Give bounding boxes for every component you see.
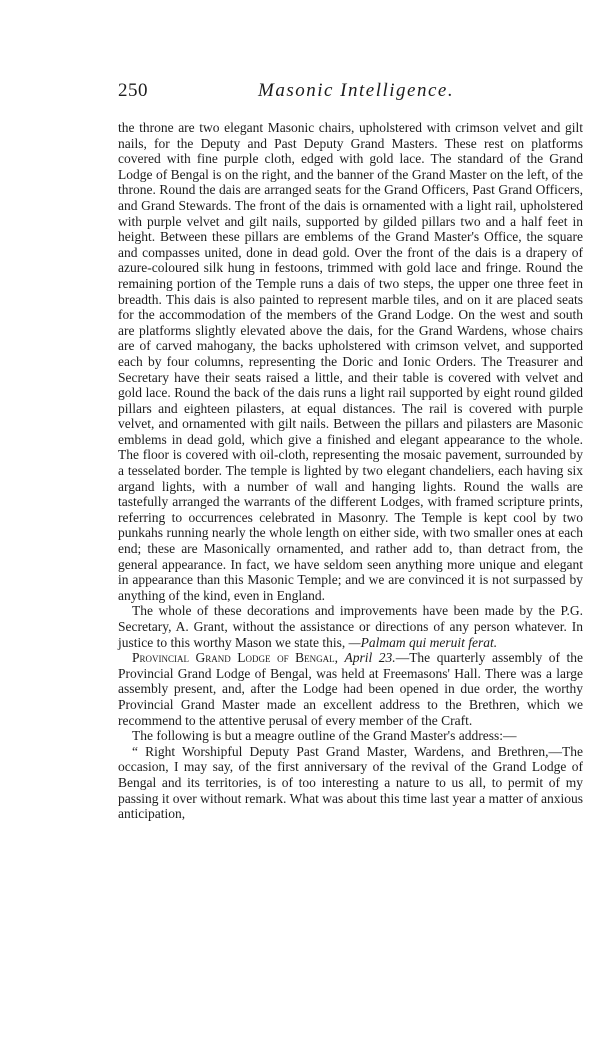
section-heading: Provincial Grand Lodge of Bengal, [132,650,338,666]
decorations-text: The whole of these decorations and improvements have been made by the P.G. Secretary, A. Grant, without the assistance or directions of any person whatever. In justice to this worthy Mason we state this, [118,603,583,650]
body-text [118,120,583,822]
page-number: 250 [118,80,148,101]
paragraph-address-quote: “ Right Worshipful Deputy Past Grand Master, Wardens, and Brethren,—The occasion, I may say, of the first anniversary of the revival of the Grand Lodge of Bengal and its territories, is of too interesting a nature to us all, to permit of my passing it over without remark. What was about this time last year a matter of anxious anticipation, [118,743,583,822]
paragraph-address-intro: The following is but a meagre outline of the Grand Master's address:— [132,728,517,744]
latin-motto: —Palmam qui meruit ferat. [348,634,498,650]
provincial-lodge-text: —The quarterly assembly of the Provincial Grand Lodge of Bengal, was held at Freemasons' Hall. There was a large assembly present, and, after the Lodge had been opened in due order, the worthy Provincial Grand Master made an excellent address to the Brethren, which we recommend to the attentive perusal of every member of the Craft. [118,650,583,728]
paragraph-temple-description: the throne are two elegant Masonic chairs, upholstered with crimson velvet and gilt nails, for the Deputy and Past Deputy Grand Masters. These rest on platforms covered with fine purple cloth, edged with gold lace. The standard of the Grand Lodge of Bengal is on the right, and the banner of the Grand Master on the left, of the throne. Round the dais are arranged seats for the Grand Officers, Past Grand Officers, and Grand Stewards. The front of the dais is ornamented with a light rail, upholstered with purple velvet and gilt nails, supported by gilded pillars two and a half feet in height. Between these pillars are emblems of the Grand Master's Office, the square and compasses united, done in dead gold. Over the front of the dais is a drapery of azure-coloured silk hung in festoons, trimmed with gold lace and fringe. Round the remaining portion of the Temple runs a dais of two steps, the upper one three feet in breadth. This dais is also painted to represent marble tiles, and on it are placed seats for the accommodation of the members of the Grand Lodge. On the west and south are platforms slightly elevated above the dais, for the Grand Wardens, whose chairs are of carved mahogany, the backs upholstered with crimson velvet, and supported each by four columns, representing the Doric and Ionic Orders. The Treasurer and Secretary have their seats raised a little, and their table is covered with velvet and gold lace. Round the back of the dais runs a light rail supported by eight round gilded pillars and eighteen pilasters, at equal distances. The rail is covered with purple velvet, and ornamented with gilt nails. Between the pillars and pilasters are Masonic emblems in dead gold, which give a finished and elegant appearance to the whole. The floor is covered with oil-cloth, representing the mosaic pavement, surrounded by a tesselated border. The temple is lighted by two elegant chandeliers, each having six argand lights, with a number of wall and hanging lights. Round the walls are tastefully arranged the warrants of the different Lodges, with framed scripture prints, referring to occurrences celebrated in Masonry. The Temple is kept cool by two punkahs running nearly the whole length on either side, with two smaller ones at each end; these are Masonically ornamented, and rather add to, than detract from, the general appearance. In fact, we have seldom seen anything more unique and elegant in appearance than this Masonic Temple; and we are convinced it is not surpassed by anything of the kind, even in England. [118,120,583,603]
section-date: April 23. [344,650,396,666]
paragraph-provincial-lodge [118,650,583,728]
paragraph-decorations [118,603,583,650]
page-header [118,80,583,108]
running-title: Masonic Intelligence. [258,80,455,101]
